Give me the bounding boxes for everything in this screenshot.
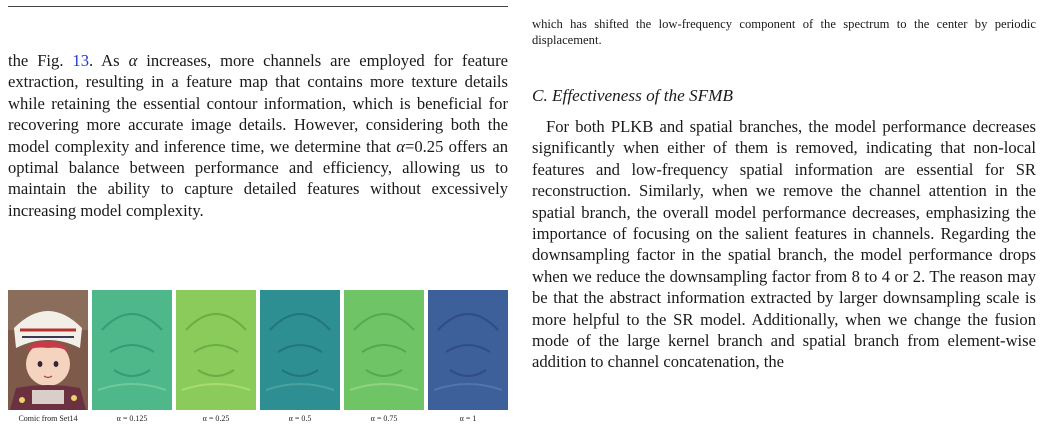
para-body-text: increases, more channels are employed for feature extraction, resulting in a feature map that contains more texture details while retaining the essential contour information, which is beneficial for recovering more accurate image details. However, considering both the model complexity and inference time, we determine that xyxy=(8,51,508,156)
para-middle-text: . As xyxy=(89,51,129,70)
figure-label-alpha-05: α = 0.5 xyxy=(288,414,312,423)
feature-map-figure xyxy=(8,290,508,425)
alpha-value-text: =0.25 xyxy=(404,136,444,156)
feature-map-image xyxy=(260,290,340,410)
feature-map-alpha-075 xyxy=(344,290,424,410)
figure-label-alpha-025: α = 0.25 xyxy=(202,414,230,423)
figure-label-alpha-075: α = 0.75 xyxy=(370,414,398,423)
para-tail-text: offers an optimal balance between performance and efficiency, allowing us to maintain the ability to capture detailed features without excessively increasing model complexity. xyxy=(8,136,508,220)
figure-label-alpha-0125: α = 0.125 xyxy=(116,414,148,423)
figure-reference-link[interactable]: 13 xyxy=(72,51,90,70)
comic-portrait-image xyxy=(8,290,88,410)
feature-map-image xyxy=(428,290,508,410)
figure-label-source: Comic from Set14 xyxy=(18,414,78,423)
section-body-paragraph: For both PLKB and spatial branches, the model performance decreases significantly when either of them is removed, indicating that non-local features and low-frequency spatial information are essential for SR reconstruction. Similarly, when we remove the channel attention in the spatial branch, the overall model performance decreases, emphasizing the importance of focusing on the salient features in channels. Regarding the downsampling factor in the spatial branch, the model performance drops when we reduce the downsampling factor from 8 to 4 or 2. The reason may be that the abstract information extracted by larger downsampling scale is more helpful to the SR model. Additionally, when we change the fusion mode of the large kernel branch and spatial branch from element-wise addition to channel concatenation, the xyxy=(532,117,1036,372)
feature-map-alpha-05 xyxy=(260,290,340,410)
feature-map-alpha-1 xyxy=(428,290,508,410)
figure-label-alpha-1: α = 1 xyxy=(459,414,477,423)
section-heading: C. Effectiveness of the SFMB xyxy=(532,86,733,105)
left-column xyxy=(8,50,508,221)
alpha-symbol-2: α xyxy=(396,136,405,156)
alpha-symbol: α xyxy=(128,51,138,70)
feature-map-image xyxy=(92,290,172,410)
feature-map-image xyxy=(344,290,424,410)
figure-caption-tail: which has shifted the low-frequency component of the spectrum to the center by periodic displacement. xyxy=(532,17,1036,47)
comic-source-image xyxy=(8,290,88,410)
feature-map-image xyxy=(176,290,256,410)
right-column xyxy=(532,0,1036,373)
para-lead-text: the Fig. xyxy=(8,51,73,70)
top-rule xyxy=(8,6,508,7)
alpha-discussion-paragraph xyxy=(8,50,508,221)
feature-map-alpha-025 xyxy=(176,290,256,410)
feature-map-alpha-0125 xyxy=(92,290,172,410)
